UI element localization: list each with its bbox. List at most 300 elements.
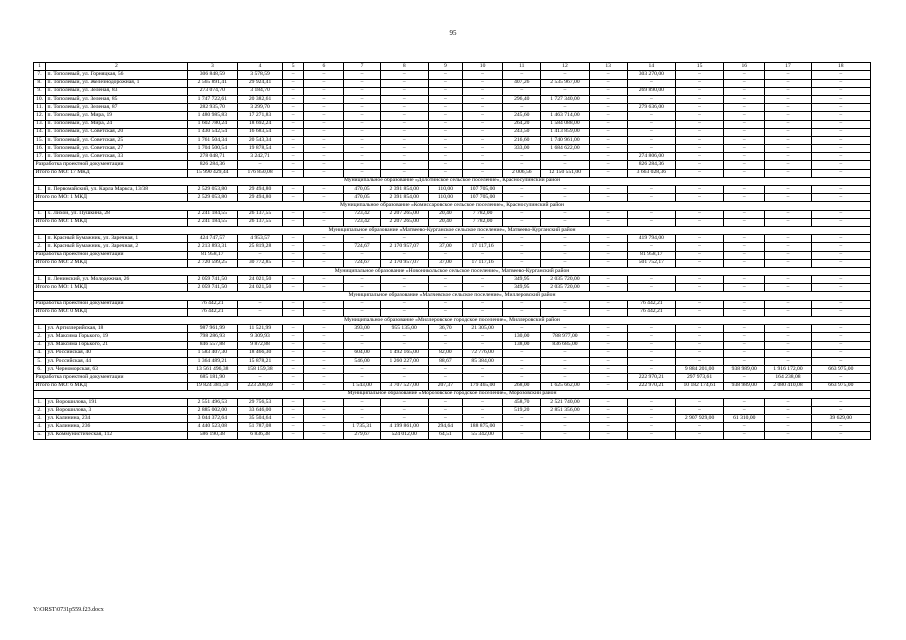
table-cell: – (462, 407, 502, 415)
table-cell: – (283, 308, 304, 316)
table-cell: 19 824 381,59 (187, 382, 237, 390)
table-cell: – (380, 308, 428, 316)
column-number-cell: 3 (187, 63, 237, 71)
document-table (33, 62, 871, 440)
table-cell: – (304, 243, 344, 251)
table-cell: – (675, 276, 723, 284)
row-number-cell: 8. (34, 79, 46, 87)
table-cell: 110,00 (428, 186, 462, 194)
table-cell: – (541, 186, 589, 194)
table-cell: – (765, 259, 811, 267)
table-cell: – (589, 325, 627, 333)
table-cell: – (283, 333, 304, 341)
table-cell: – (589, 95, 627, 103)
table-cell: – (627, 333, 675, 341)
table-cell: 36,70 (428, 325, 462, 333)
table-cell: 274 806,00 (627, 153, 675, 161)
table-cell: – (283, 259, 304, 267)
section-header-row (34, 202, 871, 210)
table-cell: – (589, 112, 627, 120)
address-cell: п. Тополевый, ул. Советская, 20 (46, 128, 188, 136)
summary-label: Итого по МО: 17 МКД (34, 169, 188, 177)
table-cell: 3 578,59 (237, 71, 282, 79)
table-cell: – (765, 136, 811, 144)
table-cell: 938 989,00 (724, 382, 765, 390)
table-cell: 604,00 (344, 349, 380, 357)
section-title: Муниципальное образование «Морозовское городское поселение», Морозовский район (34, 390, 871, 398)
table-cell: 470,05 (344, 194, 380, 202)
table-cell: – (428, 112, 462, 120)
table-cell: – (503, 210, 541, 218)
table-cell: 273 074,70 (187, 87, 237, 95)
table-cell: 2 207 265,00 (380, 218, 428, 226)
table-cell: 4 440 523,08 (187, 423, 237, 431)
table-cell: 216,60 (503, 136, 541, 144)
table-cell: – (428, 407, 462, 415)
table-cell: – (627, 136, 675, 144)
address-cell: п. Тополевый, ул. Зеленая, 87 (46, 104, 188, 112)
table-row (34, 431, 871, 439)
summary-row (34, 382, 871, 390)
table-row (34, 407, 871, 415)
table-cell: – (675, 128, 723, 136)
table-cell: – (675, 341, 723, 349)
table-cell: 15 990 429,44 (187, 169, 237, 177)
table-cell: – (304, 128, 344, 136)
table-cell: 29 494,80 (237, 194, 282, 202)
table-cell: – (428, 161, 462, 169)
table-cell: 458,70 (503, 398, 541, 406)
table-row (34, 112, 871, 120)
table-cell: – (304, 95, 344, 103)
table-cell: – (428, 374, 462, 382)
table-cell: 2 241 184,55 (187, 210, 237, 218)
table-cell: – (283, 218, 304, 226)
table-cell: – (675, 210, 723, 218)
table-cell: – (283, 423, 304, 431)
table-cell: 18 692,24 (237, 120, 282, 128)
table-row (34, 243, 871, 251)
table-cell: 723,42 (344, 210, 380, 218)
table-cell: – (675, 423, 723, 431)
table-cell: – (344, 112, 380, 120)
table-cell: – (283, 128, 304, 136)
table-cell: 55 342,00 (462, 431, 502, 439)
table-cell: – (675, 136, 723, 144)
table-cell: 3 242,71 (237, 153, 282, 161)
table-cell: – (304, 161, 344, 169)
table-cell: – (675, 325, 723, 333)
table-cell: – (304, 120, 344, 128)
column-number-cell: 5 (283, 63, 304, 71)
table-cell: 264,20 (503, 120, 541, 128)
table-cell: – (724, 325, 765, 333)
table-cell: – (589, 357, 627, 365)
section-title: Муниципальное образование «Матвеево-Курганское сельское поселение», Матвеево-Курганский район (34, 226, 871, 234)
table-cell: – (589, 79, 627, 87)
table-cell: – (589, 186, 627, 194)
table-cell: 1 364 489,21 (187, 357, 237, 365)
table-cell: – (237, 251, 282, 259)
table-cell: – (503, 300, 541, 308)
table-cell: – (541, 423, 589, 431)
table-cell: – (541, 161, 589, 169)
table-cell: 1 761 504,34 (187, 136, 237, 144)
table-cell: – (283, 71, 304, 79)
table-cell: 1 583 407,30 (187, 349, 237, 357)
table-cell: – (428, 104, 462, 112)
table-cell: 268,00 (503, 382, 541, 390)
document-table-container (33, 62, 871, 440)
table-row (34, 104, 871, 112)
table-cell: – (304, 87, 344, 95)
table-row (34, 128, 871, 136)
table-cell: – (380, 153, 428, 161)
table-cell: – (724, 276, 765, 284)
table-cell: 164 238,08 (765, 374, 811, 382)
table-cell: – (304, 398, 344, 406)
table-cell: 987 961,99 (187, 325, 237, 333)
table-cell: 81 958,17 (627, 251, 675, 259)
table-cell: 1 492 165,00 (380, 349, 428, 357)
table-cell: 1 413 859,00 (541, 128, 589, 136)
table-cell: – (283, 79, 304, 87)
table-cell: – (811, 235, 870, 243)
table-cell: 1 735,31 (344, 423, 380, 431)
summary-row (34, 251, 871, 259)
table-cell: – (811, 112, 870, 120)
table-cell: – (589, 243, 627, 251)
section-title: Муниципальное образование «Новоникольское сельское поселение», Матвеево-Курганский район (34, 267, 871, 275)
table-cell: – (283, 407, 304, 415)
table-cell: – (589, 308, 627, 316)
table-cell: – (380, 333, 428, 341)
summary-label: Итого по МО: 1 МКД (34, 218, 188, 226)
table-cell: 76 442,21 (187, 300, 237, 308)
table-cell: – (283, 349, 304, 357)
table-cell: – (344, 128, 380, 136)
summary-row (34, 194, 871, 202)
table-cell: 2 851 356,00 (541, 407, 589, 415)
table-cell: 24 021,50 (237, 276, 282, 284)
summary-label: Разработка проектной документации (34, 251, 188, 259)
table-cell: – (627, 120, 675, 128)
table-cell: 788 977,00 (541, 333, 589, 341)
table-cell: – (380, 104, 428, 112)
table-cell: – (462, 235, 502, 243)
row-number-cell: 14. (34, 128, 46, 136)
table-cell: – (589, 431, 627, 439)
address-cell: п. Тополевый, ул. Мира, 19 (46, 112, 188, 120)
table-cell: 17 117,16 (462, 259, 502, 267)
table-cell: – (541, 374, 589, 382)
table-cell: – (811, 407, 870, 415)
table-cell: 2 720 599,25 (187, 259, 237, 267)
table-cell: 158 159,38 (237, 366, 282, 374)
table-cell: – (765, 341, 811, 349)
table-cell: – (462, 145, 502, 153)
column-number-cell: 7 (344, 63, 380, 71)
table-cell: – (462, 398, 502, 406)
table-cell: – (380, 366, 428, 374)
table-row (34, 366, 871, 374)
table-cell: – (589, 276, 627, 284)
table-cell: – (503, 325, 541, 333)
table-cell: 64,51 (428, 431, 462, 439)
table-cell: – (589, 341, 627, 349)
table-row (34, 341, 871, 349)
table-cell: – (627, 112, 675, 120)
table-cell: – (344, 169, 380, 177)
table-cell: – (675, 251, 723, 259)
table-cell: – (462, 169, 502, 177)
section-title: Муниципальное образование «Долотинское сельское поселение», Красносулинский район (34, 177, 871, 185)
row-number-cell: 1. (34, 325, 46, 333)
table-cell: 282 935,70 (187, 104, 237, 112)
address-cell: х. Лихой, ул. Пушкина, 28 (46, 210, 188, 218)
summary-label: Итого по МО: 0 МКД (34, 308, 188, 316)
table-cell: 2 035 720,00 (541, 284, 589, 292)
table-cell: 470,05 (344, 186, 380, 194)
table-row (34, 79, 871, 87)
column-number-cell: 11 (503, 63, 541, 71)
table-cell: – (344, 235, 380, 243)
table-cell: – (627, 357, 675, 365)
table-cell: – (765, 398, 811, 406)
table-cell: 82,00 (428, 349, 462, 357)
table-cell: – (675, 95, 723, 103)
address-cell: ул. Российская, 40 (46, 349, 188, 357)
table-cell: – (589, 251, 627, 259)
table-cell: 2 391 854,00 (380, 194, 428, 202)
table-cell: – (724, 374, 765, 382)
table-cell: – (428, 276, 462, 284)
table-cell: 826 284,36 (627, 161, 675, 169)
table-cell: – (724, 243, 765, 251)
table-cell: – (627, 431, 675, 439)
table-cell: – (627, 95, 675, 103)
table-cell: – (675, 71, 723, 79)
table-cell: 2 059 741,50 (187, 284, 237, 292)
summary-row (34, 300, 871, 308)
row-number-cell: 1. (34, 210, 46, 218)
table-cell: – (724, 300, 765, 308)
address-cell: п. Тополевый, ул. Мира, 24 (46, 120, 188, 128)
section-header-row (34, 226, 871, 234)
address-cell: ул. Коммунистическая, 112 (46, 431, 188, 439)
summary-label: Итого по МО: 2 МКД (34, 259, 188, 267)
table-cell: 9 309,93 (237, 333, 282, 341)
table-cell: – (304, 374, 344, 382)
row-number-cell: 13. (34, 120, 46, 128)
section-header-row (34, 177, 871, 185)
table-cell: – (541, 308, 589, 316)
table-row (34, 87, 871, 95)
table-cell: – (811, 300, 870, 308)
table-cell: 2 059 741,50 (187, 276, 237, 284)
table-cell: – (344, 153, 380, 161)
table-cell: – (811, 128, 870, 136)
table-cell: – (541, 431, 589, 439)
table-cell: – (304, 153, 344, 161)
table-cell: – (589, 333, 627, 341)
table-cell: – (380, 79, 428, 87)
table-cell: – (724, 341, 765, 349)
table-cell: – (541, 104, 589, 112)
table-row (34, 325, 871, 333)
summary-label: Разработка проектной документации (34, 300, 188, 308)
table-cell: 278 048,71 (187, 153, 237, 161)
table-cell: – (462, 366, 502, 374)
table-cell: – (344, 284, 380, 292)
table-cell: – (428, 71, 462, 79)
table-cell: – (462, 104, 502, 112)
table-cell: – (503, 243, 541, 251)
table-cell: – (811, 153, 870, 161)
table-cell: – (765, 104, 811, 112)
table-cell: – (765, 87, 811, 95)
table-cell: 26 137,55 (237, 210, 282, 218)
table-cell: 1 704 500,54 (187, 145, 237, 153)
table-cell: 76 442,21 (627, 300, 675, 308)
table-cell: – (675, 194, 723, 202)
table-cell: – (541, 300, 589, 308)
table-cell: – (589, 407, 627, 415)
table-cell: 76 442,21 (627, 308, 675, 316)
table-cell: 306 848,59 (187, 71, 237, 79)
table-cell: – (344, 407, 380, 415)
table-cell: – (283, 357, 304, 365)
table-cell: 16 683,54 (237, 128, 282, 136)
table-cell: 243,50 (503, 128, 541, 136)
table-cell: – (811, 284, 870, 292)
table-cell: – (589, 382, 627, 390)
table-cell: – (344, 120, 380, 128)
table-cell: – (304, 276, 344, 284)
table-cell: – (428, 120, 462, 128)
table-cell: – (428, 235, 462, 243)
table-cell: – (283, 112, 304, 120)
table-cell: 7 782,00 (462, 210, 502, 218)
table-cell: 836 685,00 (541, 341, 589, 349)
table-cell: 3 707 527,00 (380, 382, 428, 390)
table-cell: – (765, 79, 811, 87)
table-cell: – (428, 145, 462, 153)
table-cell: – (724, 79, 765, 87)
table-cell: – (283, 284, 304, 292)
table-cell: – (283, 251, 304, 259)
table-cell: 72 776,00 (462, 349, 502, 357)
table-cell: – (304, 349, 344, 357)
table-cell: – (428, 153, 462, 161)
table-cell: – (724, 161, 765, 169)
address-cell: п. Красный Бумажник, ул. Заречная, 1 (46, 235, 188, 243)
table-cell: 349,95 (503, 284, 541, 292)
table-cell: 20,40 (428, 210, 462, 218)
table-cell: 130,00 (503, 333, 541, 341)
table-cell: 13 561 496,38 (187, 366, 237, 374)
table-cell: – (627, 276, 675, 284)
table-cell: – (503, 259, 541, 267)
table-cell: 9 884 201,00 (675, 366, 723, 374)
table-cell: – (283, 87, 304, 95)
table-cell: – (304, 333, 344, 341)
table-cell: – (380, 235, 428, 243)
table-cell: – (462, 87, 502, 95)
table-cell: – (380, 276, 428, 284)
table-cell: – (675, 243, 723, 251)
table-cell: – (589, 136, 627, 144)
table-cell: – (428, 415, 462, 423)
table-cell: – (304, 431, 344, 439)
address-cell: п. Тополевый, ул. Зеленая, 85 (46, 95, 188, 103)
table-cell: – (765, 333, 811, 341)
row-number-cell: 1. (34, 398, 46, 406)
table-cell: – (304, 251, 344, 259)
table-cell: – (344, 95, 380, 103)
table-cell: – (627, 366, 675, 374)
row-number-cell: 4. (34, 349, 46, 357)
table-cell: – (503, 415, 541, 423)
table-cell: 20,40 (428, 218, 462, 226)
table-cell: – (428, 128, 462, 136)
table-cell: 179 465,00 (462, 382, 502, 390)
table-cell: – (428, 308, 462, 316)
table-cell: – (811, 243, 870, 251)
summary-label: Итого по МО: 1 МКД (34, 284, 188, 292)
row-number-cell: 12. (34, 112, 46, 120)
table-cell: 25 819,28 (237, 243, 282, 251)
table-cell: – (675, 349, 723, 357)
table-cell: 1 430 542,54 (187, 128, 237, 136)
table-cell: – (811, 161, 870, 169)
table-cell: 419 794,00 (627, 235, 675, 243)
table-cell: – (765, 423, 811, 431)
table-cell: – (675, 145, 723, 153)
table-cell: – (765, 145, 811, 153)
table-cell: 297 973,61 (675, 374, 723, 382)
table-cell: – (765, 169, 811, 177)
table-cell: 207,37 (428, 382, 462, 390)
row-number-cell: 1. (34, 186, 46, 194)
table-cell: – (304, 79, 344, 87)
table-cell: – (675, 153, 723, 161)
table-cell: – (428, 79, 462, 87)
table-cell: – (462, 374, 502, 382)
table-cell: – (304, 300, 344, 308)
table-cell: – (462, 79, 502, 87)
table-cell: – (304, 136, 344, 144)
row-number-cell: 2. (34, 333, 46, 341)
table-cell: – (627, 325, 675, 333)
table-cell: – (503, 186, 541, 194)
table-cell: – (237, 300, 282, 308)
table-cell: – (344, 333, 380, 341)
table-cell: – (304, 366, 344, 374)
table-cell: 2 170 957,07 (380, 243, 428, 251)
column-number-cell: 6 (304, 63, 344, 71)
table-cell: – (724, 95, 765, 103)
table-row (34, 210, 871, 218)
table-cell: – (237, 161, 282, 169)
table-cell: – (765, 161, 811, 169)
table-cell: – (462, 112, 502, 120)
table-cell: – (675, 300, 723, 308)
table-cell: – (428, 333, 462, 341)
column-number-cell: 17 (765, 63, 811, 71)
address-cell: ул. Максима Горького, 19 (46, 333, 188, 341)
table-cell: – (765, 431, 811, 439)
